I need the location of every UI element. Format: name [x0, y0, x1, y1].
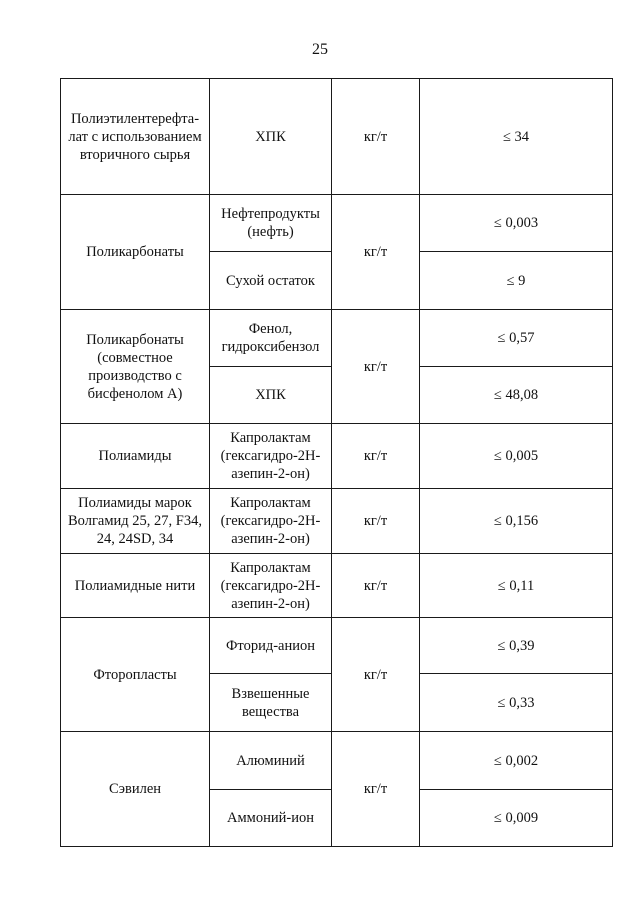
value-cell: ≤ 0,57	[420, 310, 613, 367]
unit-cell: кг/т	[332, 310, 420, 424]
value-cell: ≤ 48,08	[420, 367, 613, 424]
table-row	[61, 489, 613, 554]
parameter-cell: Сухой остаток	[210, 252, 332, 310]
parameter-cell: Фторид-анион	[210, 618, 332, 674]
unit-cell: кг/т	[332, 489, 420, 554]
product-cell: Полиамидные нити	[61, 554, 210, 618]
parameter-cell: Нефтепродукты (нефть)	[210, 195, 332, 252]
norms-table	[60, 78, 613, 847]
parameter-cell: Алюминий	[210, 732, 332, 790]
unit-cell: кг/т	[332, 732, 420, 847]
product-cell: Полиамиды марок Волгамид 25, 27, F34, 24, 24SD, 34	[61, 489, 210, 554]
product-cell: Сэвилен	[61, 732, 210, 847]
parameter-cell: ХПК	[210, 367, 332, 424]
value-cell: ≤ 0,003	[420, 195, 613, 252]
parameter-cell: Взвешенные вещества	[210, 674, 332, 732]
value-cell: ≤ 0,002	[420, 732, 613, 790]
unit-cell: кг/т	[332, 424, 420, 489]
parameter-cell: Фенол, гидроксибензол	[210, 310, 332, 367]
parameter-cell: ХПК	[210, 79, 332, 195]
value-cell: ≤ 0,33	[420, 674, 613, 732]
product-cell: Фторопласты	[61, 618, 210, 732]
table-row	[61, 618, 613, 674]
product-cell: Полиэтилентерефта-лат с использованием вторичного сырья	[61, 79, 210, 195]
value-cell: ≤ 0,39	[420, 618, 613, 674]
product-cell: Поликарбонаты (совместное производство с бисфенолом А)	[61, 310, 210, 424]
value-cell: ≤ 0,005	[420, 424, 613, 489]
table-row	[61, 195, 613, 252]
product-cell: Полиамиды	[61, 424, 210, 489]
unit-cell: кг/т	[332, 79, 420, 195]
unit-cell: кг/т	[332, 618, 420, 732]
value-cell: ≤ 34	[420, 79, 613, 195]
value-cell: ≤ 9	[420, 252, 613, 310]
unit-cell: кг/т	[332, 554, 420, 618]
value-cell: ≤ 0,11	[420, 554, 613, 618]
parameter-cell: Капролактам (гексагидро-2Н-азепин-2-он)	[210, 424, 332, 489]
table-row	[61, 554, 613, 618]
table-row	[61, 424, 613, 489]
parameter-cell: Капролактам (гексагидро-2Н-азепин-2-он)	[210, 489, 332, 554]
table-row	[61, 732, 613, 790]
parameter-cell: Аммоний-ион	[210, 790, 332, 847]
value-cell: ≤ 0,009	[420, 790, 613, 847]
page-number: 25	[312, 41, 328, 58]
product-cell: Поликарбонаты	[61, 195, 210, 310]
parameter-cell: Капролактам (гексагидро-2Н-азепин-2-он)	[210, 554, 332, 618]
unit-cell: кг/т	[332, 195, 420, 310]
table-row	[61, 310, 613, 367]
table-row	[61, 79, 613, 195]
value-cell: ≤ 0,156	[420, 489, 613, 554]
